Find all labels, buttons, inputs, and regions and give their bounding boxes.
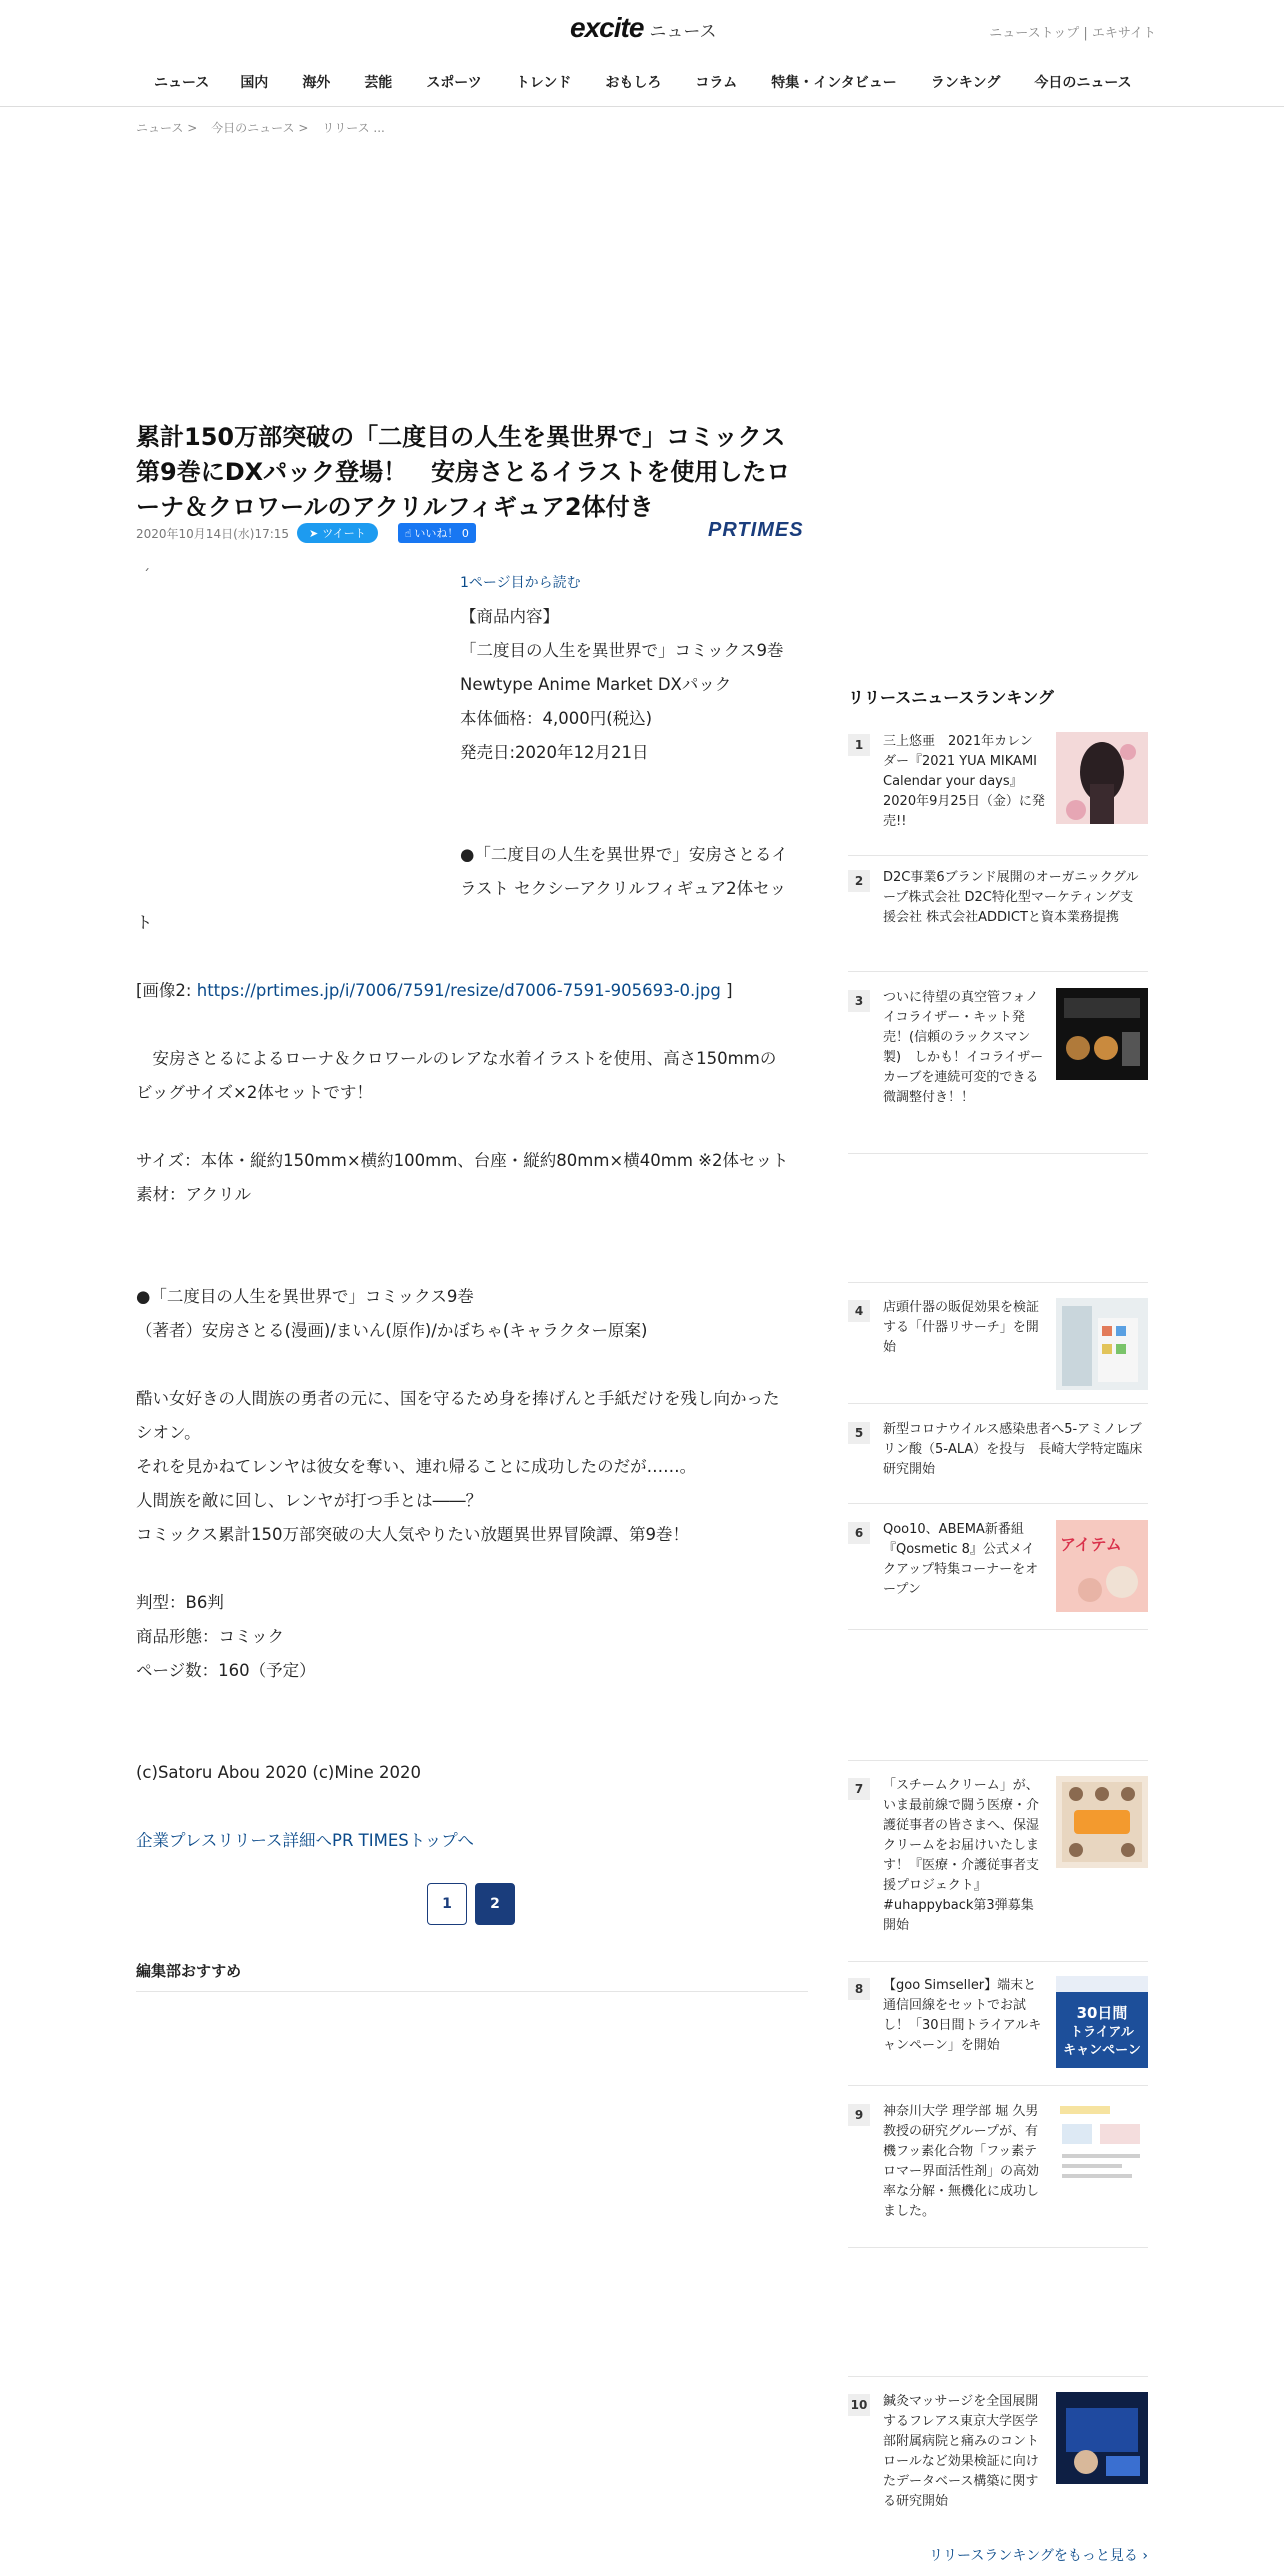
rank-thumbnail — [1056, 732, 1148, 824]
description-paragraph — [136, 1042, 808, 1110]
prtimes-detail-link[interactable]: 企業プレスリリース詳細へPR TIMESトップへ — [136, 1831, 474, 1850]
product-line: 「二度目の人生を異世界で」コミックス9巻 — [460, 641, 784, 660]
image-placeholder-mark: ´ — [143, 568, 150, 584]
ranking-more-link[interactable] — [929, 2545, 1148, 2565]
nav-today-news[interactable]: 今日のニュース — [1034, 75, 1132, 91]
product-block — [460, 600, 808, 770]
product-line: 発売日:2020年12月21日 — [460, 743, 649, 762]
thumb-caption: キャンペーン — [1063, 2043, 1141, 2058]
nav-domestic[interactable]: 国内 — [240, 75, 269, 91]
main-nav — [140, 72, 1149, 92]
site-header — [0, 0, 1284, 107]
ranking-item[interactable] — [848, 988, 1148, 1154]
thumb-caption: アイテム — [1060, 1535, 1122, 1554]
tweet-label: ツイート — [322, 527, 366, 540]
ranking-divider — [848, 2376, 1148, 2377]
nav-funny[interactable]: おもしろ — [605, 75, 662, 91]
ranking-heading: リリースニュースランキング — [848, 688, 1054, 707]
rank-number: 2 — [848, 870, 870, 892]
text-line: ●「二度目の人生を異世界で」コミックス9巻 — [136, 1287, 474, 1306]
rank-title: 店頭什器の販促効果を検証する「什器リサーチ」を開始 — [883, 1300, 1040, 1355]
editor-pick-heading: 編集部おすすめ — [136, 1960, 808, 1992]
ranking-item[interactable] — [848, 868, 1148, 972]
excite-logo[interactable] — [570, 12, 717, 44]
ranking-item[interactable] — [848, 1976, 1148, 2086]
page-2-button[interactable]: 2 — [475, 1883, 515, 1925]
figure-line: ●「二度目の人生を異世界で」安房さとるイ — [460, 845, 788, 864]
rank-title: 鍼灸マッサージを全国展開するフレアス東京大学医学部附属病院と痛みのコントロールなど効果検証に向けたデータベース構築に関する研究開始 — [883, 2394, 1040, 2509]
rank-number: 3 — [848, 990, 870, 1012]
like-label: いいね！ 0 — [414, 527, 469, 540]
ranking-item[interactable] — [848, 732, 1148, 856]
prtimes-logo[interactable]: PRTIMES — [708, 519, 804, 541]
text-line: 判型：B6判 — [136, 1593, 224, 1612]
image-ref-suffix: ] — [720, 981, 733, 1000]
nav-trend[interactable]: トレンド — [515, 75, 572, 91]
text-line: サイズ：本体・縦約150mm×横約100mm、台座・縦約80mm×横40mm ※2体セット — [136, 1151, 789, 1170]
top-links — [989, 22, 1156, 41]
rank-title: 新型コロナウイルス感染患者へ5-アミノレブリン酸（5-ALA）を投与 長崎大学特定臨床研究開始 — [883, 1422, 1143, 1477]
thumb-caption: 30日間 — [1076, 2004, 1128, 2022]
rank-number: 6 — [848, 1522, 870, 1544]
like-button[interactable] — [398, 523, 476, 543]
rank-number: 7 — [848, 1778, 870, 1800]
nav-ranking[interactable]: ランキング — [930, 75, 1001, 91]
ranking-item[interactable] — [848, 1298, 1148, 1404]
rank-thumbnail — [1056, 2102, 1148, 2194]
rank-title: 「スチームクリーム」が、いま最前線で闘う医療・介護従事者の皆さまへ、保湿クリームをお届けいたします！『医療・介護従事者支援プロジェクト』#uhappyback第3弾募集開始 — [883, 1778, 1040, 1933]
rank-title: 三上悠亜 2021年カレンダー『2021 YUA MIKAMI Calendar your days』2020年9月25日（金）に発売!! — [883, 734, 1045, 829]
ranking-item[interactable] — [848, 2392, 1148, 2524]
text-line: 安房さとるによるローナ＆クロワールのレアな水着イラストを使用、高さ150mmの — [136, 1049, 777, 1068]
twitter-bird-icon: ➤ — [309, 526, 319, 540]
read-first-page-link[interactable]: 1ページ目から読む — [460, 575, 581, 591]
rank-title: D2C事業6ブランド展開のオーガニックグループ株式会社 D2C特化型マーケティング支援会社 株式会社ADDICTと資本業務提携 — [883, 870, 1139, 925]
rank-title: Qoo10、ABEMA新番組『Qosmetic 8』公式メイクアップ特集コーナーをオープン — [883, 1522, 1039, 1597]
text-line: 人間族を敵に回し、レンヤが打つ手とは――？ — [136, 1491, 483, 1510]
ranking-item[interactable] — [848, 1420, 1148, 1504]
rank-number: 9 — [848, 2104, 870, 2126]
ranking-item[interactable] — [848, 1520, 1148, 1630]
breadcrumb: ニュース > 今日のニュース > リリース ... — [136, 121, 385, 135]
ranking-more-label: リリースランキングをもっと見る — [929, 2548, 1138, 2564]
figure-heading — [460, 838, 808, 906]
text-line: 素材：アクリル — [136, 1185, 252, 1204]
product-line: 【商品内容】 — [460, 607, 559, 626]
rank-thumbnail — [1056, 1776, 1148, 1868]
image-ref-prefix: [画像2: — [136, 981, 197, 1000]
rank-title: 【goo Simseller】端末と通信回線をセットでお試し！「30日間トライアルキャンペーン」を開始 — [883, 1978, 1042, 2053]
rank-thumbnail — [1056, 1520, 1148, 1612]
text-line: （著者）安房さとる(漫画)/まいん(原作)/かぼちゃ(キャラクター原案) — [136, 1321, 648, 1340]
comic-heading — [136, 1280, 808, 1348]
nav-news[interactable]: ニュース — [154, 75, 210, 91]
tweet-button[interactable] — [297, 523, 378, 543]
spec-paragraph — [136, 1144, 808, 1212]
nav-column[interactable]: コラム — [695, 75, 738, 91]
text-line: シオン。 — [136, 1423, 201, 1442]
article-meta — [136, 523, 476, 543]
nav-sports[interactable]: スポーツ — [426, 75, 482, 91]
breadcrumb-ellipsis: ... — [373, 121, 385, 135]
link-divider: | — [1083, 26, 1092, 41]
synopsis-paragraph — [136, 1382, 808, 1552]
details-paragraph — [136, 1586, 808, 1688]
thumb-caption: トライアル — [1070, 2025, 1134, 2040]
rank-thumbnail — [1056, 2392, 1148, 2484]
text-line: それを見かねてレンヤは彼女を奪い、連れ帰ることに成功したのだが……。 — [136, 1457, 697, 1476]
product-line: Newtype Anime Market DXパック — [460, 675, 732, 694]
figure-line: ラスト セクシーアクリルフィギュア2体セッ — [460, 879, 787, 898]
text-line: 商品形態：コミック — [136, 1627, 285, 1646]
rank-title: 神奈川大学 理学部 堀 久男 教授の研究グループが、有機フッ素化合物「フッ素テロマー界面活性剤」の高効率な分解・無機化に成功しました。 — [883, 2104, 1040, 2219]
nav-feature-interview[interactable]: 特集・インタビュー — [771, 75, 897, 91]
figure-line-end: ト — [136, 913, 153, 932]
breadcrumb-news[interactable]: ニュース — [136, 121, 184, 135]
ranking-item[interactable] — [848, 1776, 1148, 1962]
logo-section-label: ニュース — [649, 22, 717, 42]
article-date: 2020年10月14日(水)17:15 — [136, 526, 290, 541]
rank-number: 10 — [848, 2394, 870, 2416]
rank-number: 4 — [848, 1300, 870, 1322]
rank-thumbnail — [1056, 1976, 1148, 2068]
text-line: コミックス累計150万部突破の大人気やりたい放題異世界冒険譚、第9巻！ — [136, 1525, 689, 1544]
pr-links — [136, 1824, 808, 1858]
image-reference — [136, 974, 808, 1008]
rank-number: 8 — [848, 1978, 870, 2000]
breadcrumb-release[interactable]: リリース — [322, 121, 370, 135]
product-line: 本体価格：4,000円(税込) — [460, 709, 653, 728]
pagination — [427, 1883, 515, 1925]
excite-top-link[interactable]: エキサイト — [1091, 26, 1156, 41]
image-ref-link[interactable]: https://prtimes.jp/i/7006/7591/resize/d7006-7591-905693-0.jpg — [196, 981, 721, 1000]
chevron-right-icon: › — [1142, 2548, 1148, 2564]
rank-thumbnail — [1056, 1298, 1148, 1390]
text-line: ビッグサイズ×2体セットです！ — [136, 1083, 373, 1102]
nav-overseas[interactable]: 海外 — [302, 75, 331, 91]
thumbs-up-icon: ☝ — [404, 526, 412, 540]
text-line: ページ数：160（予定） — [136, 1661, 316, 1680]
page-1-button[interactable]: 1 — [427, 1883, 467, 1925]
copyright: (c)Satoru Abou 2020 (c)Mine 2020 — [136, 1763, 421, 1782]
rank-number: 1 — [848, 734, 870, 756]
news-top-link[interactable]: ニューストップ — [989, 26, 1080, 41]
text-line: 酷い女好きの人間族の勇者の元に、国を守るため身を捧げんと手紙だけを残し向かった — [136, 1389, 780, 1408]
ranking-item[interactable] — [848, 2102, 1148, 2248]
ranking-divider — [848, 1760, 1148, 1761]
article-title: 累計150万部突破の「二度目の人生を異世界で」コミックス第9巻にDXパック登場！ 安房さとるイラストを使用したローナ＆クロワールのアクリルフィギュア2体付き — [136, 423, 791, 521]
logo-wordmark: excite — [570, 12, 644, 43]
nav-entertainment[interactable]: 芸能 — [364, 75, 393, 91]
rank-title: ついに待望の真空管フォノイコライザー・キット発売！(信頼のラックスマン製) しかも！イコライザーカーブを連続可変的できる微調整付き！！ — [883, 990, 1044, 1105]
ranking-divider — [848, 1282, 1148, 1283]
rank-thumbnail — [1056, 988, 1148, 1080]
breadcrumb-today[interactable]: 今日のニュース — [211, 121, 295, 135]
rank-number: 5 — [848, 1422, 870, 1444]
